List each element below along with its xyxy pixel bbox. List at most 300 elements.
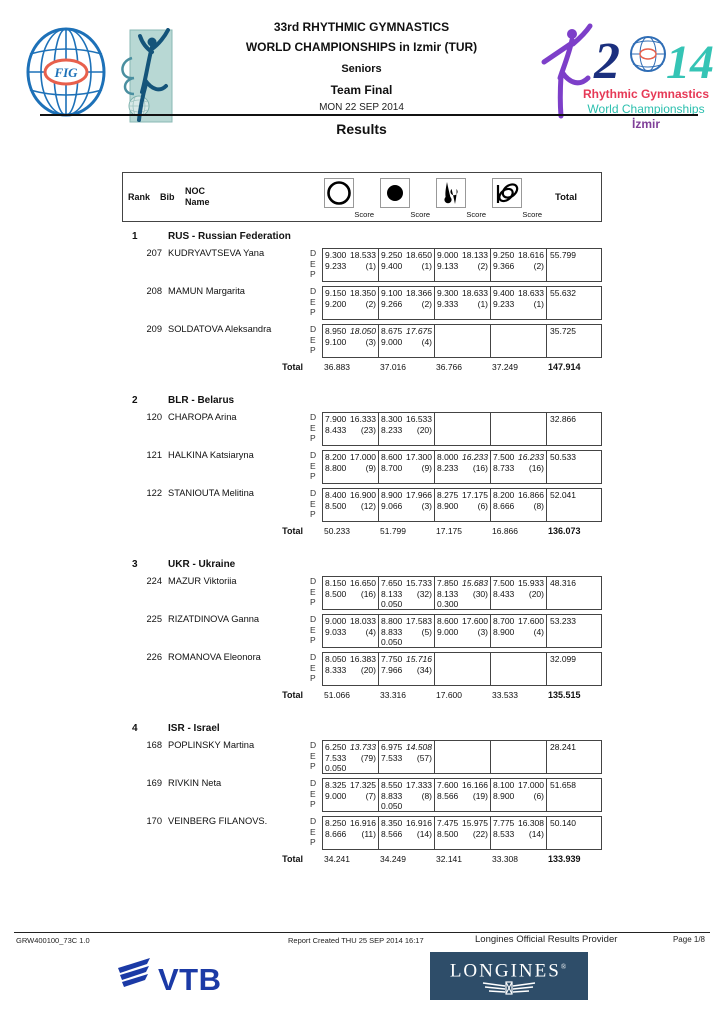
penalty-value: 0.050 bbox=[381, 637, 403, 647]
team-noc-name: ISR - Israel bbox=[168, 723, 220, 734]
d-value: 9.000 bbox=[437, 250, 459, 260]
e-value: 8.833 bbox=[381, 790, 403, 801]
clubs-total: 17.175 bbox=[436, 526, 462, 536]
apparatus-cell bbox=[491, 489, 547, 521]
name-label: Name bbox=[185, 197, 210, 207]
d-value: 8.050 bbox=[325, 654, 347, 664]
rank-value: (16) bbox=[360, 588, 376, 599]
d-value: 7.475 bbox=[437, 818, 459, 828]
d-letter: D bbox=[310, 412, 317, 422]
rank-value: (6) bbox=[533, 790, 544, 801]
team-rank: 1 bbox=[132, 231, 138, 242]
d-letter: D bbox=[310, 248, 317, 258]
penalty-value bbox=[491, 763, 495, 773]
dep-column bbox=[308, 450, 322, 484]
d-value: 8.325 bbox=[325, 780, 347, 790]
ball-total: 51.799 bbox=[380, 526, 406, 536]
d-value: 7.650 bbox=[381, 578, 403, 588]
d-letter: D bbox=[310, 652, 317, 662]
d-letter: D bbox=[310, 488, 317, 498]
e-value: 7.533 bbox=[381, 752, 403, 763]
row-total-value: 55.799 bbox=[550, 250, 576, 260]
team-section bbox=[122, 395, 602, 537]
dep-column bbox=[308, 248, 322, 282]
team-rank: 3 bbox=[132, 559, 138, 570]
team-total-label: Total bbox=[282, 526, 303, 536]
penalty-value bbox=[435, 511, 439, 521]
p-letter: P bbox=[310, 307, 316, 317]
row-total-value: 51.658 bbox=[550, 780, 576, 790]
score-grid bbox=[322, 740, 602, 774]
apparatus-cell bbox=[323, 287, 379, 319]
spacer bbox=[307, 689, 321, 701]
penalty-value: 0.050 bbox=[381, 599, 403, 609]
gymnast-row bbox=[122, 816, 602, 850]
longines-logo bbox=[430, 952, 588, 1000]
row-total-cell bbox=[547, 489, 601, 521]
score-column-label: Score bbox=[466, 210, 486, 219]
score-value: 17.300 bbox=[406, 452, 432, 462]
gymnast-row bbox=[122, 652, 602, 686]
rank-value: (22) bbox=[472, 828, 488, 839]
apparatus-cell bbox=[323, 615, 379, 647]
d-value: 8.900 bbox=[381, 490, 403, 500]
p-letter: P bbox=[310, 837, 316, 847]
team-total-value: 147.914 bbox=[548, 362, 581, 372]
bib-number: 225 bbox=[146, 614, 162, 624]
apparatus-cell bbox=[491, 249, 547, 281]
dep-column bbox=[308, 740, 322, 774]
penalty-value bbox=[435, 637, 439, 647]
rank-value: (5) bbox=[421, 626, 432, 637]
row-total-cell bbox=[547, 577, 601, 609]
team-total-value: 136.073 bbox=[548, 526, 581, 536]
d-value: 7.750 bbox=[381, 654, 403, 664]
gymnast-row bbox=[122, 740, 602, 774]
score-value: 16.233 bbox=[518, 452, 544, 462]
penalty-value bbox=[379, 763, 383, 773]
e-value: 8.733 bbox=[493, 462, 515, 473]
clubs-total: 32.141 bbox=[436, 854, 462, 864]
penalty-value bbox=[323, 637, 327, 647]
e-value: 8.900 bbox=[493, 790, 515, 801]
vtb-logo bbox=[116, 958, 222, 997]
row-total-value: 53.233 bbox=[550, 616, 576, 626]
score-value: 17.175 bbox=[462, 490, 488, 500]
ball-icon bbox=[380, 178, 410, 208]
score-value: 15.716 bbox=[406, 654, 432, 664]
e-letter: E bbox=[310, 624, 316, 635]
gymnast-row bbox=[122, 576, 602, 610]
penalty-value bbox=[491, 511, 495, 521]
d-value: 7.600 bbox=[437, 780, 459, 790]
results-provider: Longines Official Results Provider bbox=[475, 934, 618, 945]
apparatus-cell bbox=[435, 287, 491, 319]
penalty-value bbox=[435, 347, 439, 357]
rank-value: (2) bbox=[477, 260, 488, 271]
score-value: 13.733 bbox=[350, 742, 376, 752]
penalty-value bbox=[323, 511, 327, 521]
penalty-value bbox=[435, 801, 439, 811]
p-letter: P bbox=[310, 799, 316, 809]
score-grid bbox=[322, 412, 602, 446]
e-value: 9.266 bbox=[381, 298, 403, 309]
e-value: 9.066 bbox=[381, 500, 403, 511]
e-letter: E bbox=[310, 334, 316, 345]
p-letter: P bbox=[310, 269, 316, 279]
score-value: 18.533 bbox=[350, 250, 376, 260]
row-total-cell bbox=[547, 653, 601, 685]
team-heading bbox=[122, 723, 602, 736]
penalty-value bbox=[491, 637, 495, 647]
d-value: 8.000 bbox=[437, 452, 459, 462]
score-value: 15.733 bbox=[406, 578, 432, 588]
hoop-total: 50.233 bbox=[324, 526, 350, 536]
fig-logo-text: FIG bbox=[54, 65, 78, 80]
apparatus-cell bbox=[435, 817, 491, 849]
rank-value: (20) bbox=[360, 664, 376, 675]
apparatus-cell bbox=[435, 451, 491, 483]
d-value: 8.950 bbox=[325, 326, 347, 336]
e-value: 8.566 bbox=[437, 790, 459, 801]
apparatus-cell bbox=[379, 779, 435, 811]
team-rows bbox=[122, 576, 602, 686]
team-rows bbox=[122, 248, 602, 358]
penalty-value: 0.050 bbox=[325, 763, 347, 773]
d-value: 7.500 bbox=[493, 452, 515, 462]
e-value: 9.200 bbox=[325, 298, 347, 309]
row-total-value: 50.140 bbox=[550, 818, 576, 828]
score-grid bbox=[322, 248, 602, 282]
rank-value: (30) bbox=[472, 588, 488, 599]
row-total-value: 35.725 bbox=[550, 326, 576, 336]
gymnast-name: RIVKIN Neta bbox=[168, 778, 222, 788]
apparatus-cell bbox=[323, 413, 379, 445]
rank-value: (4) bbox=[421, 336, 432, 347]
e-value: 9.000 bbox=[437, 626, 459, 637]
e-letter: E bbox=[310, 258, 316, 269]
team-section bbox=[122, 231, 602, 373]
apparatus-cell bbox=[379, 287, 435, 319]
penalty-value bbox=[379, 675, 383, 685]
penalty-value bbox=[491, 271, 495, 281]
score-value: 15.975 bbox=[462, 818, 488, 828]
title-line-2: WORLD CHAMPIONSHIPS in Izmir (TUR) bbox=[245, 40, 478, 54]
apparatus-cell bbox=[379, 249, 435, 281]
apparatus-cell bbox=[379, 489, 435, 521]
score-grid bbox=[322, 576, 602, 610]
row-total-cell bbox=[547, 615, 601, 647]
score-value: 16.333 bbox=[350, 414, 376, 424]
score-value: 16.866 bbox=[518, 490, 544, 500]
bib-number: 170 bbox=[146, 816, 162, 826]
team-section bbox=[122, 723, 602, 865]
apparatus-cell bbox=[435, 325, 491, 357]
bib-number: 169 bbox=[146, 778, 162, 788]
score-value: 15.933 bbox=[518, 578, 544, 588]
gymnast-name: HALKINA Katsiaryna bbox=[168, 450, 254, 460]
rank-value: (9) bbox=[421, 462, 432, 473]
penalty-value bbox=[435, 473, 439, 483]
row-total-value: 52.041 bbox=[550, 490, 576, 500]
category-label: Seniors bbox=[341, 63, 382, 75]
apparatus-cell bbox=[379, 615, 435, 647]
e-value: 8.533 bbox=[493, 828, 515, 839]
gymnast-row bbox=[122, 778, 602, 812]
e-value: 7.966 bbox=[381, 664, 403, 675]
row-total-cell bbox=[547, 451, 601, 483]
e-letter: E bbox=[310, 586, 316, 597]
e-value: 8.333 bbox=[325, 664, 347, 675]
d-value: 8.300 bbox=[381, 414, 403, 424]
gymnast-name: MAZUR Viktoriia bbox=[168, 576, 237, 586]
d-letter: D bbox=[310, 450, 317, 460]
e-value: 8.433 bbox=[325, 424, 347, 435]
hoop-column-header bbox=[323, 173, 379, 221]
score-value: 18.616 bbox=[518, 250, 544, 260]
apparatus-cell bbox=[491, 325, 547, 357]
dep-column bbox=[308, 412, 322, 446]
penalty-value bbox=[323, 801, 327, 811]
e-value: 9.400 bbox=[381, 260, 403, 271]
apparatus-cell bbox=[435, 779, 491, 811]
apparatus-cell bbox=[323, 249, 379, 281]
dep-column bbox=[308, 816, 322, 850]
score-grid bbox=[322, 450, 602, 484]
ribbon-total: 33.308 bbox=[492, 854, 518, 864]
team-heading bbox=[122, 231, 602, 244]
e-value: 8.500 bbox=[437, 828, 459, 839]
hoop-total: 36.883 bbox=[324, 362, 350, 372]
apparatus-cell bbox=[435, 653, 491, 685]
rank-column-header: Rank bbox=[128, 192, 151, 202]
score-value: 18.350 bbox=[350, 288, 376, 298]
rank-value: (3) bbox=[365, 336, 376, 347]
rank-value: (1) bbox=[365, 260, 376, 271]
dep-column bbox=[308, 324, 322, 358]
apparatus-cell bbox=[435, 489, 491, 521]
d-value: 7.900 bbox=[325, 414, 347, 424]
gymnast-row bbox=[122, 412, 602, 446]
dep-column bbox=[308, 286, 322, 320]
rank-value: (11) bbox=[361, 828, 376, 839]
score-grid bbox=[322, 614, 602, 648]
d-value: 9.400 bbox=[493, 288, 515, 298]
e-value: 8.566 bbox=[381, 828, 403, 839]
ball-total: 33.316 bbox=[380, 690, 406, 700]
penalty-value bbox=[323, 675, 327, 685]
score-value: 17.583 bbox=[406, 616, 432, 626]
spacer bbox=[307, 853, 321, 865]
rank-value: (20) bbox=[528, 588, 544, 599]
total-column-header: Total bbox=[555, 191, 577, 203]
d-value: 8.675 bbox=[381, 326, 403, 336]
apparatus-cell bbox=[323, 817, 379, 849]
score-value: 17.966 bbox=[406, 490, 432, 500]
gymnast-row bbox=[122, 488, 602, 522]
team-total-label: Total bbox=[282, 362, 303, 372]
penalty-value bbox=[435, 435, 439, 445]
team-rank: 4 bbox=[132, 723, 138, 734]
team-rank: 2 bbox=[132, 395, 138, 406]
gymnast-name: RIZATDINOVA Ganna bbox=[168, 614, 260, 624]
d-value: 6.250 bbox=[325, 742, 347, 752]
score-value: 16.916 bbox=[406, 818, 432, 828]
apparatus-cell bbox=[491, 817, 547, 849]
spacer bbox=[307, 525, 321, 537]
team-noc-name: RUS - Russian Federation bbox=[168, 231, 291, 242]
d-value: 7.500 bbox=[493, 578, 515, 588]
clubs-icon bbox=[436, 178, 466, 208]
gymnast-name: KUDRYAVTSEVA Yana bbox=[168, 248, 265, 258]
team-total-row bbox=[122, 525, 602, 537]
rank-value: (16) bbox=[528, 462, 544, 473]
ribbon-icon bbox=[492, 178, 522, 208]
score-value: 15.683 bbox=[462, 578, 488, 588]
d-value: 6.975 bbox=[381, 742, 403, 752]
team-heading bbox=[122, 395, 602, 408]
d-value: 8.275 bbox=[437, 490, 459, 500]
score-grid bbox=[322, 488, 602, 522]
p-letter: P bbox=[310, 471, 316, 481]
dep-column bbox=[308, 488, 322, 522]
score-value: 18.033 bbox=[350, 616, 376, 626]
d-value: 9.000 bbox=[325, 616, 347, 626]
d-value: 8.200 bbox=[493, 490, 515, 500]
gymnast-name: VEINBERG FILANOVS. bbox=[168, 816, 268, 826]
score-value: 17.600 bbox=[462, 616, 488, 626]
izmir-logo-line2: World Championships bbox=[587, 102, 705, 116]
apparatus-cell bbox=[323, 325, 379, 357]
score-value: 18.133 bbox=[462, 250, 488, 260]
score-value: 18.633 bbox=[462, 288, 488, 298]
bib-number: 209 bbox=[146, 324, 162, 334]
page-footer bbox=[0, 932, 723, 956]
score-column-label: Score bbox=[522, 210, 542, 219]
bib-number: 207 bbox=[146, 248, 162, 258]
e-value: 8.666 bbox=[493, 500, 515, 511]
rank-value: (32) bbox=[416, 588, 432, 599]
penalty-value bbox=[323, 309, 327, 319]
rank-value: (79) bbox=[360, 752, 376, 763]
apparatus-cell bbox=[379, 817, 435, 849]
d-letter: D bbox=[310, 576, 317, 586]
score-value: 16.916 bbox=[350, 818, 376, 828]
penalty-value bbox=[379, 473, 383, 483]
clubs-total: 17.600 bbox=[436, 690, 462, 700]
team-heading bbox=[122, 559, 602, 572]
e-value: 8.133 bbox=[381, 588, 403, 599]
d-letter: D bbox=[310, 778, 317, 788]
p-letter: P bbox=[310, 433, 316, 443]
apparatus-cell bbox=[379, 413, 435, 445]
gymnast-name: MAMUN Margarita bbox=[168, 286, 245, 296]
gymnast-row bbox=[122, 614, 602, 648]
d-value: 8.600 bbox=[381, 452, 403, 462]
gymnast-row bbox=[122, 286, 602, 320]
apparatus-cell bbox=[435, 413, 491, 445]
p-letter: P bbox=[310, 509, 316, 519]
e-letter: E bbox=[310, 422, 316, 433]
ribbon-total: 37.249 bbox=[492, 362, 518, 372]
rank-value: (2) bbox=[533, 260, 544, 271]
ball-total: 34.249 bbox=[380, 854, 406, 864]
hoop-total: 34.241 bbox=[324, 854, 350, 864]
d-value: 9.300 bbox=[437, 288, 459, 298]
penalty-value bbox=[491, 309, 495, 319]
rank-value: (12) bbox=[360, 500, 376, 511]
e-letter: E bbox=[310, 788, 316, 799]
e-value: 8.700 bbox=[381, 462, 403, 473]
event-label: Team Final bbox=[330, 83, 393, 97]
team-rows bbox=[122, 740, 602, 850]
d-value: 9.100 bbox=[381, 288, 403, 298]
rank-value: (6) bbox=[477, 500, 488, 511]
bib-number: 226 bbox=[146, 652, 162, 662]
apparatus-cell bbox=[379, 577, 435, 609]
gymnast-row bbox=[122, 324, 602, 358]
event-date: MON 22 SEP 2014 bbox=[319, 102, 404, 113]
bib-number: 168 bbox=[146, 740, 162, 750]
d-value: 8.550 bbox=[381, 780, 403, 790]
hoop-icon bbox=[324, 178, 354, 208]
d-value: 8.200 bbox=[325, 452, 347, 462]
hoop-total: 51.066 bbox=[324, 690, 350, 700]
d-value: 8.800 bbox=[381, 616, 403, 626]
e-value: 8.900 bbox=[437, 500, 459, 511]
rank-value: (20) bbox=[416, 424, 432, 435]
row-total-cell bbox=[547, 287, 601, 319]
bib-number: 121 bbox=[146, 450, 162, 460]
clubs-column-header bbox=[435, 173, 491, 221]
rank-value: (3) bbox=[421, 500, 432, 511]
apparatus-cell bbox=[491, 615, 547, 647]
title-line-1: 33rd RHYTHMIC GYMNASTICS bbox=[273, 20, 450, 34]
d-value: 8.350 bbox=[381, 818, 403, 828]
score-value: 18.650 bbox=[406, 250, 432, 260]
d-value: 8.100 bbox=[493, 780, 515, 790]
score-value: 16.533 bbox=[406, 414, 432, 424]
gymnast-row bbox=[122, 450, 602, 484]
row-total-cell bbox=[547, 413, 601, 445]
gymnast-row bbox=[122, 248, 602, 282]
gymnast-name: CHAROPA Arina bbox=[168, 412, 237, 422]
ribbon-column-header bbox=[491, 173, 547, 221]
row-total-value: 48.316 bbox=[550, 578, 576, 588]
rank-value: (4) bbox=[365, 626, 376, 637]
e-value: 8.666 bbox=[325, 828, 347, 839]
e-value: 8.900 bbox=[493, 626, 515, 637]
apparatus-cell bbox=[435, 615, 491, 647]
bib-number: 122 bbox=[146, 488, 162, 498]
row-total-cell bbox=[547, 325, 601, 357]
row-total-cell bbox=[547, 779, 601, 811]
score-grid bbox=[322, 286, 602, 320]
izmir-logo-line1: Rhythmic Gymnastics bbox=[582, 87, 710, 101]
d-letter: D bbox=[310, 614, 317, 624]
d-value: 8.600 bbox=[437, 616, 459, 626]
bib-number: 208 bbox=[146, 286, 162, 296]
penalty-value bbox=[491, 347, 495, 357]
vtb-wing-icon bbox=[116, 958, 158, 994]
rank-value: (3) bbox=[477, 626, 488, 637]
team-total-label: Total bbox=[282, 690, 303, 700]
d-value: 8.250 bbox=[325, 818, 347, 828]
penalty-value bbox=[323, 347, 327, 357]
apparatus-cell bbox=[323, 653, 379, 685]
noc-name-column-header bbox=[185, 186, 323, 208]
score-value: 18.366 bbox=[406, 288, 432, 298]
